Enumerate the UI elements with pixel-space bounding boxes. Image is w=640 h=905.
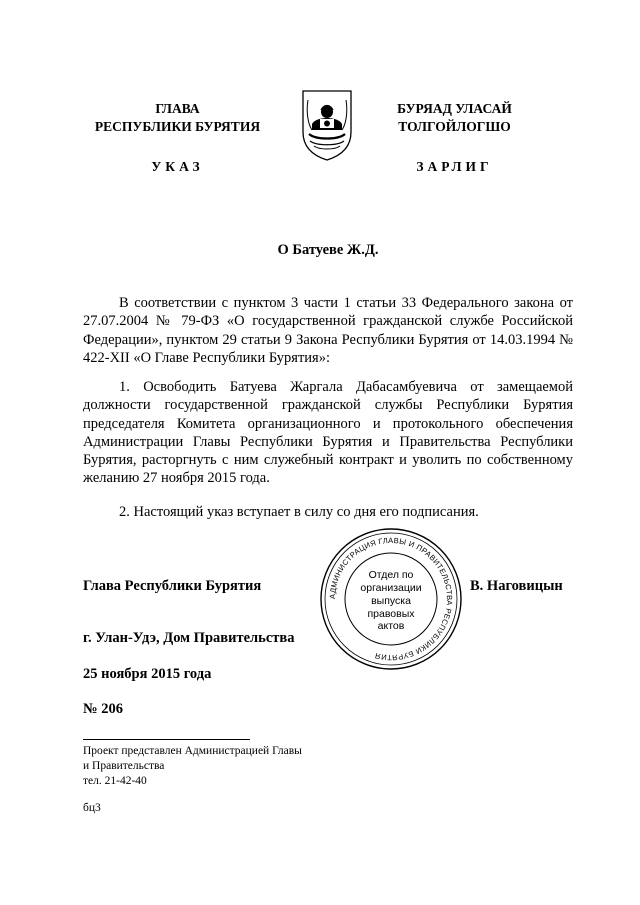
issuer-line1: ГЛАВА: [155, 101, 200, 116]
footer-code: бц3: [83, 802, 101, 814]
stamp-line5: актов: [377, 620, 405, 632]
stamp-line3: выпуска: [371, 595, 411, 607]
signatory-position: Глава Республики Бурятия: [83, 578, 262, 594]
stamp-ring-text: АДМИНИСТРАЦИЯ ГЛАВЫ И ПРАВИТЕЛЬСТВА РЕСПУБЛИКИ БУРЯТИЯ: [327, 535, 455, 663]
issue-date: 25 ноября 2015 года: [83, 666, 212, 682]
decree-label-russian: УКАЗ: [151, 159, 204, 174]
item-2-text: 2. Настоящий указ вступает в силу со дня его подписания.: [119, 504, 479, 520]
issue-place: г. Улан-Удэ, Дом Правительства: [83, 630, 295, 646]
stamp-line1: Отдел по: [368, 569, 414, 581]
stamp-line2: организации: [360, 582, 422, 594]
official-stamp: [318, 526, 464, 672]
item-1-text: 1. Освободить Батуева Жаргала Дабасамбуевича от замещаемой должности государственной гражданской службы Республики Бурятия председателя Комитета организационного и протокольного обеспечения Администрации Главы Республики Бурятия и Правительства Республики Бурятия, расторгнуть с ним служебный контракт и уволить по собственному желанию 27 ноября 2015 года.: [83, 379, 573, 487]
footer-line2: и Правительства: [83, 760, 165, 772]
issuer-buryat-line2: ТОЛГОЙЛОГШО: [398, 119, 511, 134]
footer-divider: [83, 739, 250, 740]
issuer-line2: РЕСПУБЛИКИ БУРЯТИЯ: [94, 119, 261, 134]
preamble-text: В соответствии с пунктом 3 части 1 статьи 33 Федерального закона от 27.07.2004 № 79-ФЗ «О государственной гражданской службе Российской Федерации», пунктом 29 статьи 9 Закона Республики Бурятия от 14.03.1994 № 422-XII «О Главе Республики Бурятия»:: [83, 295, 573, 366]
issuer-russian: [75, 100, 280, 136]
issuer-buryat-line1: БУРЯАД УЛАСАЙ: [397, 101, 512, 116]
preamble-paragraph: [83, 294, 573, 367]
stamp-line4: правовых: [367, 608, 415, 620]
issuer-buryat: [352, 100, 557, 136]
footer-line1: Проект представлен Администрацией Главы: [83, 745, 302, 757]
signatory-name: В. Наговицын: [470, 578, 563, 594]
item-2-paragraph: [83, 503, 573, 521]
item-1-paragraph: [83, 378, 573, 488]
decree-number: № 206: [83, 701, 123, 717]
decree-label-buryat: ЗАРЛИГ: [416, 159, 493, 174]
coat-of-arms-icon: [300, 88, 354, 162]
document-title: О Батуеве Ж.Д.: [277, 242, 379, 258]
footer-phone: тел. 21-42-40: [83, 775, 147, 787]
